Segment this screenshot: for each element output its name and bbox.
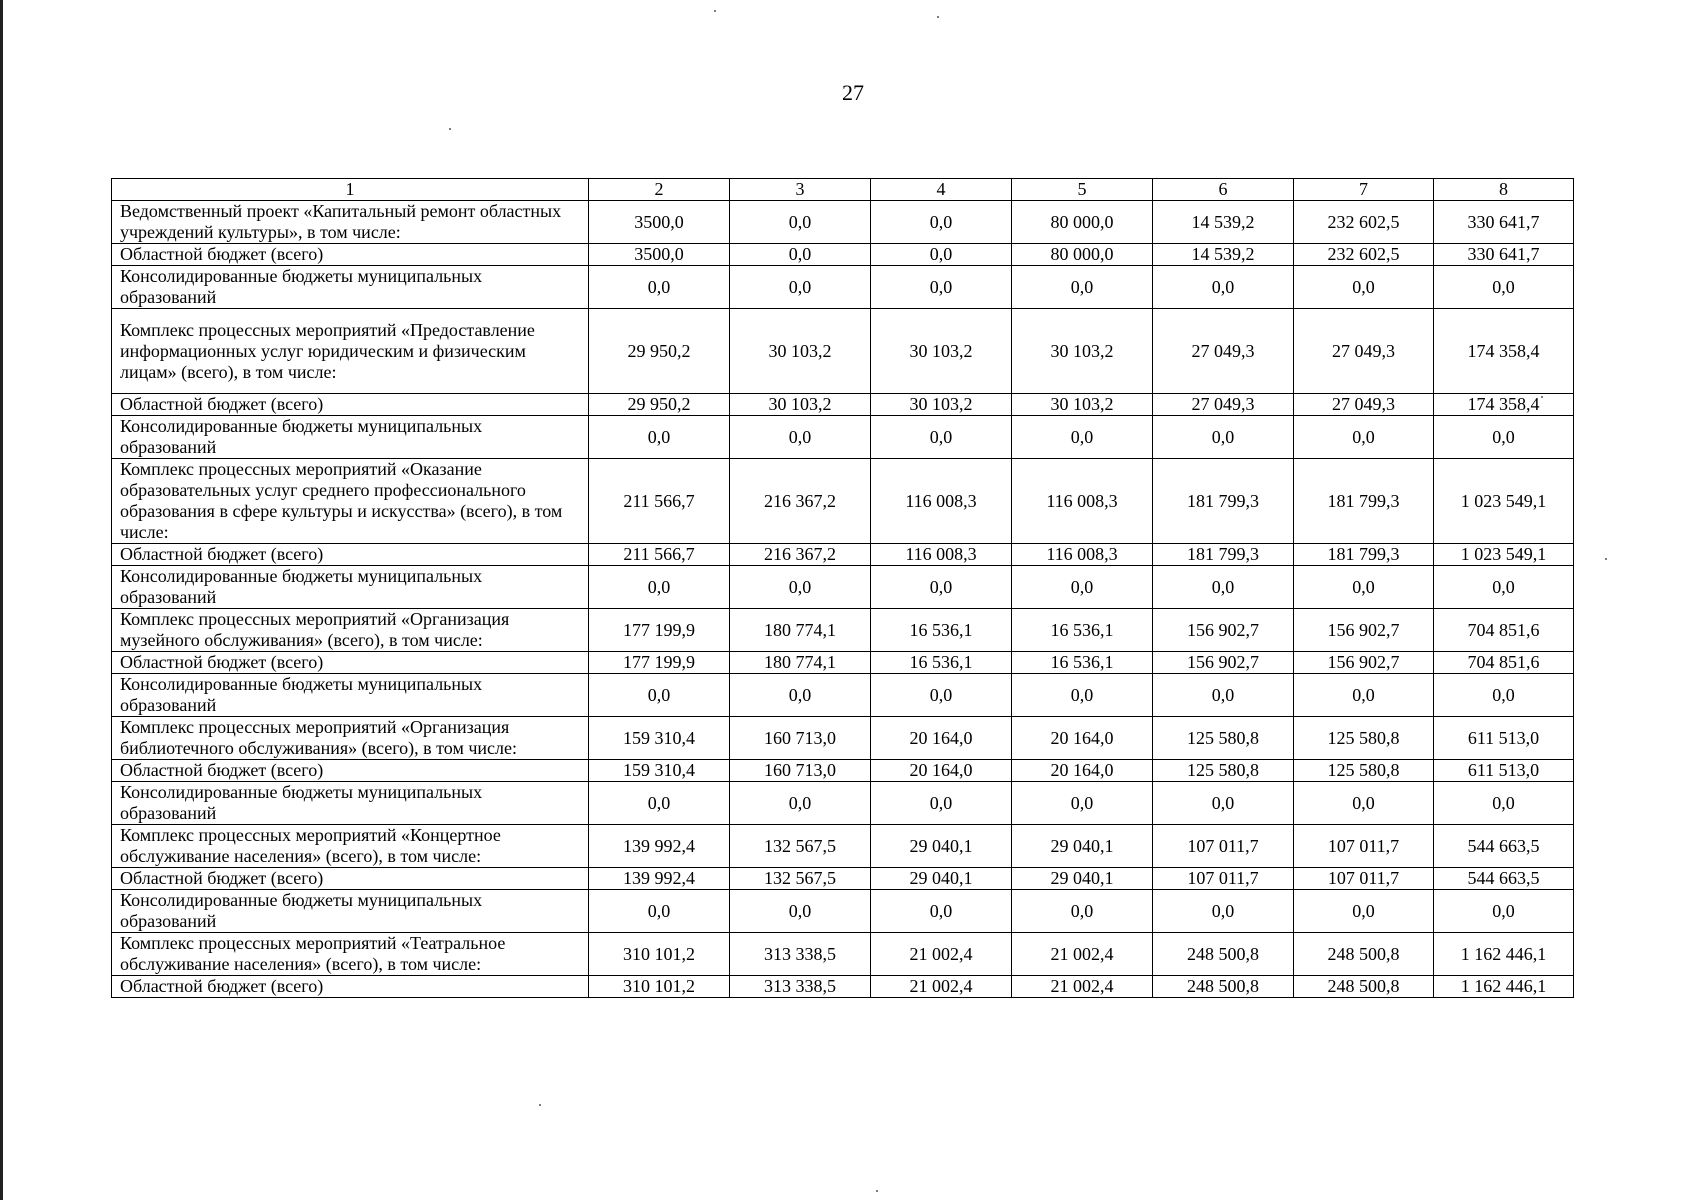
scan-speck (449, 128, 451, 130)
row-label: Комплекс процессных мероприятий «Концертное обслуживание населения» (всего), в том числе: (112, 825, 589, 868)
table-row (112, 394, 1574, 416)
value-cell-col5: 0,0 (1012, 890, 1153, 933)
value-cell-col8: 611 513,0 (1434, 717, 1574, 760)
value-cell-col5: 29 040,1 (1012, 825, 1153, 868)
row-label: Консолидированные бюджеты муниципальных образований (112, 266, 589, 309)
value-cell-col2: 310 101,2 (589, 933, 730, 976)
value-cell-col8: 704 851,6 (1434, 652, 1574, 674)
table-row (112, 544, 1574, 566)
value-cell-col7: 248 500,8 (1294, 933, 1434, 976)
value-cell-col4: 116 008,3 (871, 544, 1012, 566)
value-cell-col4: 0,0 (871, 244, 1012, 266)
value-cell-col4: 29 040,1 (871, 825, 1012, 868)
value-cell-col7: 107 011,7 (1294, 825, 1434, 868)
table-row (112, 782, 1574, 825)
header-cell-col4: 4 (871, 179, 1012, 201)
value-cell-col4: 30 103,2 (871, 394, 1012, 416)
value-cell-col3: 0,0 (730, 674, 871, 717)
value-cell-col6: 156 902,7 (1153, 652, 1294, 674)
value-cell-col6: 107 011,7 (1153, 868, 1294, 890)
value-cell-col7: 27 049,3 (1294, 394, 1434, 416)
scan-speck (1605, 558, 1607, 560)
value-cell-col6: 181 799,3 (1153, 459, 1294, 544)
table-row (112, 868, 1574, 890)
table-row (112, 652, 1574, 674)
value-cell-col7: 232 602,5 (1294, 244, 1434, 266)
value-cell-col2: 29 950,2 (589, 309, 730, 394)
value-cell-col2: 139 992,4 (589, 825, 730, 868)
value-cell-col8: 174 358,4 (1434, 309, 1574, 394)
value-cell-col5: 0,0 (1012, 566, 1153, 609)
value-cell-col3: 0,0 (730, 890, 871, 933)
value-cell-col3: 313 338,5 (730, 933, 871, 976)
row-label: Консолидированные бюджеты муниципальных образований (112, 674, 589, 717)
row-label: Комплекс процессных мероприятий «Организация библиотечного обслуживания» (всего), в том числе: (112, 717, 589, 760)
value-cell-col2: 310 101,2 (589, 976, 730, 998)
budget-table-body (112, 179, 1574, 998)
row-label: Комплекс процессных мероприятий «Предоставление информационных услуг юридическим и физическим лицам» (всего), в том числе: (112, 309, 589, 394)
scan-speck (539, 1104, 541, 1106)
table-row (112, 717, 1574, 760)
value-cell-col2: 159 310,4 (589, 717, 730, 760)
table-row (112, 609, 1574, 652)
value-cell-col7: 248 500,8 (1294, 976, 1434, 998)
value-cell-col3: 216 367,2 (730, 459, 871, 544)
value-cell-col6: 27 049,3 (1153, 309, 1294, 394)
value-cell-col5: 16 536,1 (1012, 652, 1153, 674)
value-cell-col4: 30 103,2 (871, 309, 1012, 394)
value-cell-col5: 30 103,2 (1012, 394, 1153, 416)
value-cell-col3: 160 713,0 (730, 717, 871, 760)
value-cell-col4: 21 002,4 (871, 933, 1012, 976)
row-label: Областной бюджет (всего) (112, 244, 589, 266)
row-label: Консолидированные бюджеты муниципальных образований (112, 890, 589, 933)
value-cell-col6: 248 500,8 (1153, 933, 1294, 976)
value-cell-col3: 0,0 (730, 201, 871, 244)
value-cell-col4: 0,0 (871, 416, 1012, 459)
value-cell-col6: 107 011,7 (1153, 825, 1294, 868)
value-cell-col2: 0,0 (589, 566, 730, 609)
value-cell-col2: 177 199,9 (589, 652, 730, 674)
value-cell-col3: 160 713,0 (730, 760, 871, 782)
value-cell-col8: 330 641,7 (1434, 201, 1574, 244)
value-cell-col6: 248 500,8 (1153, 976, 1294, 998)
value-cell-col6: 0,0 (1153, 266, 1294, 309)
value-cell-col8: 1 162 446,1 (1434, 976, 1574, 998)
value-cell-col5: 21 002,4 (1012, 933, 1153, 976)
table-row (112, 416, 1574, 459)
value-cell-col5: 80 000,0 (1012, 201, 1153, 244)
value-cell-col5: 30 103,2 (1012, 309, 1153, 394)
value-cell-col6: 156 902,7 (1153, 609, 1294, 652)
value-cell-col5: 20 164,0 (1012, 717, 1153, 760)
value-cell-col8: 0,0 (1434, 266, 1574, 309)
value-cell-col8: 174 358,4 (1434, 394, 1574, 416)
table-row (112, 933, 1574, 976)
value-cell-col3: 313 338,5 (730, 976, 871, 998)
value-cell-col6: 14 539,2 (1153, 244, 1294, 266)
value-cell-col7: 181 799,3 (1294, 459, 1434, 544)
value-cell-col2: 0,0 (589, 890, 730, 933)
value-cell-col8: 0,0 (1434, 890, 1574, 933)
header-cell-col5: 5 (1012, 179, 1153, 201)
value-cell-col8: 611 513,0 (1434, 760, 1574, 782)
scan-speck (714, 10, 716, 12)
value-cell-col6: 27 049,3 (1153, 394, 1294, 416)
value-cell-col3: 30 103,2 (730, 394, 871, 416)
budget-table (111, 178, 1574, 998)
table-row (112, 890, 1574, 933)
value-cell-col3: 0,0 (730, 244, 871, 266)
value-cell-col4: 0,0 (871, 566, 1012, 609)
value-cell-col3: 0,0 (730, 416, 871, 459)
value-cell-col5: 116 008,3 (1012, 459, 1153, 544)
row-label: Областной бюджет (всего) (112, 652, 589, 674)
row-label: Консолидированные бюджеты муниципальных образований (112, 782, 589, 825)
value-cell-col4: 0,0 (871, 201, 1012, 244)
value-cell-col6: 0,0 (1153, 416, 1294, 459)
value-cell-col5: 21 002,4 (1012, 976, 1153, 998)
value-cell-col2: 3500,0 (589, 201, 730, 244)
value-cell-col3: 0,0 (730, 566, 871, 609)
row-label: Областной бюджет (всего) (112, 976, 589, 998)
value-cell-col4: 16 536,1 (871, 609, 1012, 652)
value-cell-col6: 0,0 (1153, 782, 1294, 825)
value-cell-col7: 0,0 (1294, 782, 1434, 825)
table-row (112, 459, 1574, 544)
row-label: Областной бюджет (всего) (112, 760, 589, 782)
row-label: Комплекс процессных мероприятий «Оказание образовательных услуг среднего профессионального образования в сфере культуры и искусства» (всего), в том числе: (112, 459, 589, 544)
value-cell-col7: 0,0 (1294, 416, 1434, 459)
scan-speck (876, 1190, 878, 1192)
value-cell-col6: 125 580,8 (1153, 760, 1294, 782)
value-cell-col8: 330 641,7 (1434, 244, 1574, 266)
scan-speck (1541, 396, 1543, 398)
value-cell-col2: 211 566,7 (589, 544, 730, 566)
row-label: Ведомственный проект «Капитальный ремонт областных учреждений культуры», в том числе: (112, 201, 589, 244)
value-cell-col7: 107 011,7 (1294, 868, 1434, 890)
value-cell-col2: 0,0 (589, 782, 730, 825)
value-cell-col4: 0,0 (871, 782, 1012, 825)
value-cell-col8: 1 162 446,1 (1434, 933, 1574, 976)
table-row (112, 760, 1574, 782)
value-cell-col8: 544 663,5 (1434, 868, 1574, 890)
value-cell-col4: 16 536,1 (871, 652, 1012, 674)
value-cell-col8: 544 663,5 (1434, 825, 1574, 868)
table-row (112, 244, 1574, 266)
value-cell-col4: 0,0 (871, 266, 1012, 309)
value-cell-col5: 0,0 (1012, 782, 1153, 825)
scan-left-edge (0, 0, 3, 1200)
row-label: Консолидированные бюджеты муниципальных образований (112, 566, 589, 609)
value-cell-col5: 116 008,3 (1012, 544, 1153, 566)
row-label: Консолидированные бюджеты муниципальных образований (112, 416, 589, 459)
value-cell-col3: 180 774,1 (730, 609, 871, 652)
value-cell-col6: 181 799,3 (1153, 544, 1294, 566)
value-cell-col4: 21 002,4 (871, 976, 1012, 998)
value-cell-col3: 180 774,1 (730, 652, 871, 674)
value-cell-col6: 0,0 (1153, 890, 1294, 933)
value-cell-col5: 80 000,0 (1012, 244, 1153, 266)
value-cell-col2: 211 566,7 (589, 459, 730, 544)
value-cell-col3: 0,0 (730, 782, 871, 825)
value-cell-col6: 0,0 (1153, 674, 1294, 717)
scan-speck (937, 16, 939, 18)
value-cell-col3: 216 367,2 (730, 544, 871, 566)
table-row (112, 976, 1574, 998)
value-cell-col5: 0,0 (1012, 674, 1153, 717)
value-cell-col8: 0,0 (1434, 782, 1574, 825)
header-cell-col1: 1 (112, 179, 589, 201)
header-cell-col6: 6 (1153, 179, 1294, 201)
value-cell-col4: 0,0 (871, 890, 1012, 933)
value-cell-col7: 0,0 (1294, 266, 1434, 309)
header-cell-col7: 7 (1294, 179, 1434, 201)
value-cell-col7: 181 799,3 (1294, 544, 1434, 566)
value-cell-col6: 0,0 (1153, 566, 1294, 609)
value-cell-col2: 177 199,9 (589, 609, 730, 652)
table-row (112, 201, 1574, 244)
table-row (112, 674, 1574, 717)
table-row (112, 825, 1574, 868)
value-cell-col3: 0,0 (730, 266, 871, 309)
value-cell-col4: 29 040,1 (871, 868, 1012, 890)
value-cell-col7: 232 602,5 (1294, 201, 1434, 244)
table-row (112, 266, 1574, 309)
value-cell-col2: 0,0 (589, 416, 730, 459)
value-cell-col6: 125 580,8 (1153, 717, 1294, 760)
value-cell-col3: 132 567,5 (730, 868, 871, 890)
value-cell-col7: 0,0 (1294, 566, 1434, 609)
value-cell-col2: 3500,0 (589, 244, 730, 266)
value-cell-col2: 0,0 (589, 674, 730, 717)
value-cell-col7: 156 902,7 (1294, 652, 1434, 674)
value-cell-col5: 0,0 (1012, 266, 1153, 309)
table-row (112, 309, 1574, 394)
value-cell-col2: 139 992,4 (589, 868, 730, 890)
value-cell-col8: 704 851,6 (1434, 609, 1574, 652)
value-cell-col5: 29 040,1 (1012, 868, 1153, 890)
header-cell-col3: 3 (730, 179, 871, 201)
header-cell-col8: 8 (1434, 179, 1574, 201)
value-cell-col8: 0,0 (1434, 566, 1574, 609)
value-cell-col3: 132 567,5 (730, 825, 871, 868)
row-label: Областной бюджет (всего) (112, 544, 589, 566)
row-label: Комплекс процессных мероприятий «Театральное обслуживание населения» (всего), в том числе: (112, 933, 589, 976)
value-cell-col7: 0,0 (1294, 890, 1434, 933)
value-cell-col8: 0,0 (1434, 416, 1574, 459)
value-cell-col5: 20 164,0 (1012, 760, 1153, 782)
value-cell-col7: 27 049,3 (1294, 309, 1434, 394)
page-number: 27 (842, 80, 864, 105)
table-header-row (112, 179, 1574, 201)
value-cell-col7: 0,0 (1294, 674, 1434, 717)
value-cell-col4: 20 164,0 (871, 760, 1012, 782)
value-cell-col4: 0,0 (871, 674, 1012, 717)
row-label: Областной бюджет (всего) (112, 394, 589, 416)
value-cell-col2: 0,0 (589, 266, 730, 309)
value-cell-col2: 29 950,2 (589, 394, 730, 416)
value-cell-col7: 156 902,7 (1294, 609, 1434, 652)
header-cell-col2: 2 (589, 179, 730, 201)
value-cell-col4: 116 008,3 (871, 459, 1012, 544)
row-label: Областной бюджет (всего) (112, 868, 589, 890)
value-cell-col4: 20 164,0 (871, 717, 1012, 760)
value-cell-col5: 0,0 (1012, 416, 1153, 459)
value-cell-col5: 16 536,1 (1012, 609, 1153, 652)
value-cell-col7: 125 580,8 (1294, 717, 1434, 760)
value-cell-col7: 125 580,8 (1294, 760, 1434, 782)
value-cell-col8: 1 023 549,1 (1434, 544, 1574, 566)
value-cell-col3: 30 103,2 (730, 309, 871, 394)
value-cell-col8: 0,0 (1434, 674, 1574, 717)
row-label: Комплекс процессных мероприятий «Организация музейного обслуживания» (всего), в том числе: (112, 609, 589, 652)
value-cell-col8: 1 023 549,1 (1434, 459, 1574, 544)
value-cell-col6: 14 539,2 (1153, 201, 1294, 244)
value-cell-col2: 159 310,4 (589, 760, 730, 782)
table-row (112, 566, 1574, 609)
